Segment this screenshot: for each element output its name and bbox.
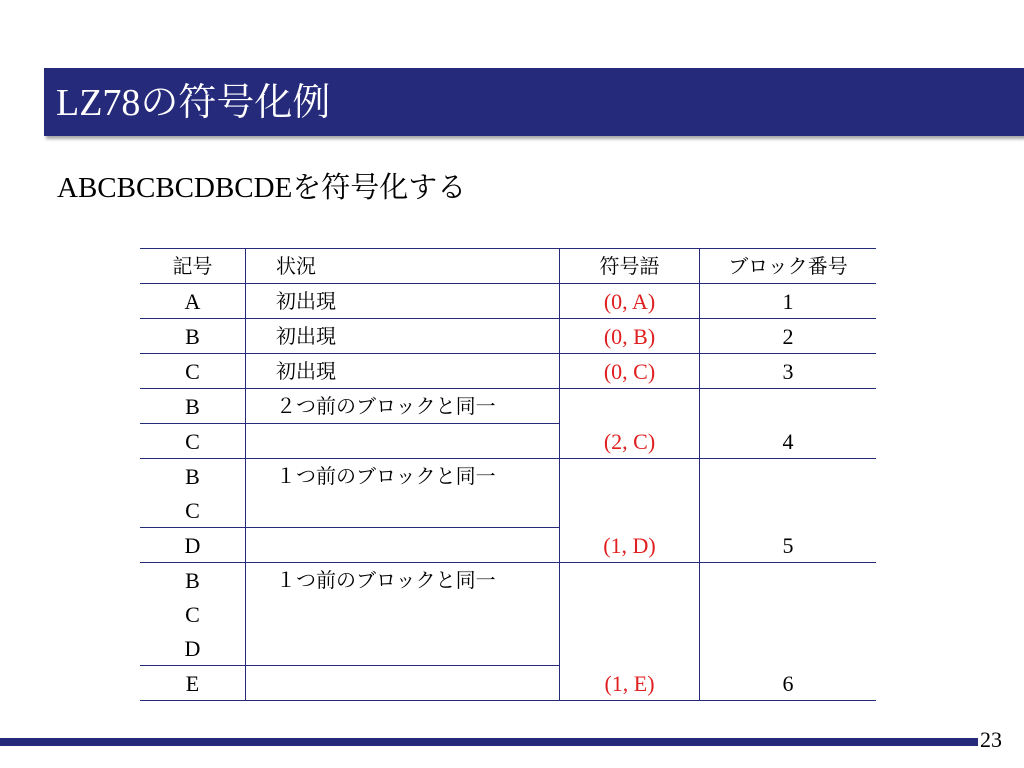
header-block-number: ブロック番号 [700,249,877,284]
status-cell [246,493,560,528]
block-number-cell: 3 [700,354,877,389]
block-number-cell [700,631,877,666]
block-number-cell [700,389,877,424]
table-row [140,631,876,666]
symbol-cell: B [140,389,246,424]
block-number-cell [700,563,877,598]
header-codeword: 符号語 [560,249,700,284]
status-cell [246,597,560,631]
symbol-cell: E [140,666,246,701]
table-row [140,284,876,319]
codeword-cell: (1, D) [560,528,700,563]
block-number-cell: 4 [700,424,877,459]
page-number: 23 [980,727,1002,752]
codeword-cell: (0, B) [560,319,700,354]
table-header-row [140,249,876,284]
block-number-cell [700,597,877,631]
codeword-cell [560,631,700,666]
symbol-cell: C [140,493,246,528]
block-number-cell: 5 [700,528,877,563]
codeword-cell [560,459,700,494]
table-row [140,563,876,598]
status-cell: １つ前のブロックと同一 [246,459,560,494]
symbol-cell: A [140,284,246,319]
symbol-cell: D [140,528,246,563]
block-number-cell: 1 [700,284,877,319]
footer-rule [0,738,978,746]
table-row [140,389,876,424]
table-row [140,459,876,494]
status-cell [246,666,560,701]
table-row [140,666,876,701]
status-cell: 初出現 [246,319,560,354]
symbol-cell: B [140,319,246,354]
status-cell: 初出現 [246,284,560,319]
status-cell [246,631,560,666]
symbol-cell: B [140,459,246,494]
codeword-cell [560,563,700,598]
status-cell: ２つ前のブロックと同一 [246,389,560,424]
table-row [140,354,876,389]
codeword-cell [560,389,700,424]
table-row [140,528,876,563]
symbol-cell: C [140,424,246,459]
block-number-cell: 2 [700,319,877,354]
table-row [140,493,876,528]
codeword-cell [560,597,700,631]
symbol-cell: C [140,597,246,631]
encoding-table [140,248,876,701]
table-row [140,424,876,459]
codeword-cell: (2, C) [560,424,700,459]
status-cell [246,528,560,563]
block-number-cell [700,493,877,528]
block-number-cell [700,459,877,494]
slide-subtitle: ABCBCBCDBCDEを符号化する [57,172,467,204]
codeword-cell: (0, A) [560,284,700,319]
block-number-cell: 6 [700,666,877,701]
symbol-cell: B [140,563,246,598]
codeword-cell: (0, C) [560,354,700,389]
status-cell: １つ前のブロックと同一 [246,563,560,598]
table-row [140,319,876,354]
table-row [140,597,876,631]
header-status: 状況 [246,249,560,284]
header-symbol: 記号 [140,249,246,284]
symbol-cell: C [140,354,246,389]
status-cell: 初出現 [246,354,560,389]
symbol-cell: D [140,631,246,666]
codeword-cell: (1, E) [560,666,700,701]
codeword-cell [560,493,700,528]
status-cell [246,424,560,459]
slide-title: LZ78の符号化例 [56,82,331,124]
